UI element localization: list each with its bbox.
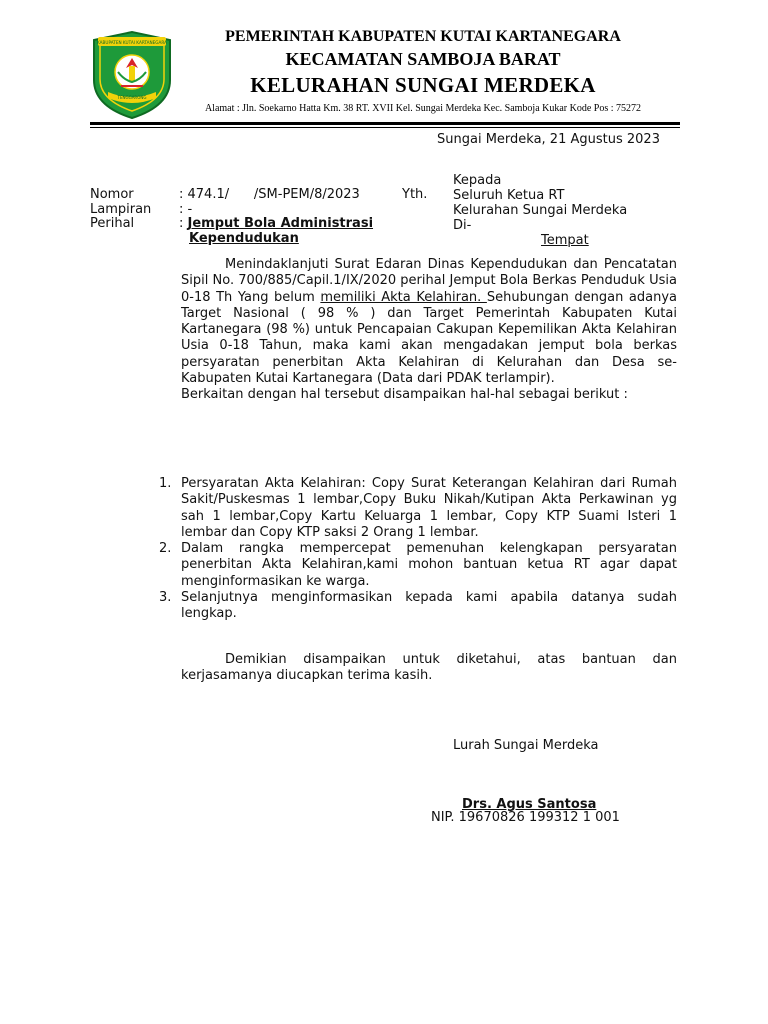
recipient-line-1: Seluruh Ketua RT xyxy=(453,188,565,203)
yth-label: Yth. xyxy=(402,187,428,202)
list-number: 1. xyxy=(159,476,172,491)
letter-date: Sungai Merdeka, 21 Agustus 2023 xyxy=(437,132,660,147)
para1-part-a: Menindaklanjuti Surat Edaran Dinas Kependudukan dan Pencatatan Sipil No. 700/885/Capil.1/IX/2020 perihal Jemput Bola Berkas Penduduk Usia 0-18 Th Yang belum xyxy=(181,257,677,305)
letterhead-district: KECAMATAN SAMBOJA BARAT xyxy=(285,49,561,69)
regency-emblem-icon xyxy=(88,28,176,120)
list-text: Persyaratan Akta Kelahiran: Copy Surat Keterangan Kelahiran dari Rumah Sakit/Puskesmas 1 lembar,Copy Buku Nikah/Kutipan Akta Perkawinan yg sah 1 lembar,Copy Kartu Keluarga 1 lembar, Copy KTP Suami Isteri 1 lembar dan Copy KTP saksi 2 Orang 1 lembar. xyxy=(181,476,677,540)
nomor-label: Nomor xyxy=(90,187,134,202)
requirements-list xyxy=(159,476,677,623)
list-text: Dalam rangka mempercepat pemenuhan kelengkapan persyaratan penerbitan Akta Kelahiran,kami mohon bantuan ketua RT agar dapat menginformasikan ke warga. xyxy=(181,541,677,589)
recipient-line-2: Kelurahan Sungai Merdeka xyxy=(453,203,628,218)
body-paragraph-2: Berkaitan dengan hal tersebut disampaikan hal-hal sebagai berikut : xyxy=(181,387,628,403)
logo-ribbon-bottom: TENGGARONG xyxy=(117,95,147,100)
recipient-block xyxy=(453,173,627,248)
letter-body xyxy=(181,257,677,404)
letterhead-village: KELURAHAN SUNGAI MERDEKA xyxy=(250,73,596,97)
list-item xyxy=(159,476,677,541)
letterhead-rule-thick xyxy=(90,122,680,125)
recipient-kepada: Kepada xyxy=(453,173,502,188)
recipient-line-4: Tempat xyxy=(541,233,589,248)
lampiran-value: : - xyxy=(179,201,193,217)
closing-paragraph: Demikian disampaikan untuk diketahui, atas bantuan dan kerjasamanya diucapkan terima kasih. xyxy=(181,652,677,684)
logo-ribbon-top: KABUPATEN KUTAI KARTANEGARA xyxy=(96,40,168,45)
perihal-label: Perihal xyxy=(90,216,135,231)
para1-part-b: Sehubungan dengan adanya Target Nasional ( 98 % ) dan Target Pemerintah Kabupaten Kutai Kartanegara (98 %) untuk Pencapaian Cakupan Kepemilikan Akta Kelahiran Usia 0-18 Tahun, maka kami akan mengadakan jemput bola berkas persyaratan penerbitan Akta Kelahiran di Kelurahan dan Desa se-Kabupaten Kutai Kartanegara (Data dari PDAK terlampir). xyxy=(181,289,677,387)
perihal-subject-2: Kependudukan xyxy=(189,230,299,246)
list-number: 3. xyxy=(159,590,172,606)
recipient-line-3: Di- xyxy=(453,218,472,233)
body-paragraph-1 xyxy=(181,257,677,387)
signature-nip: NIP. 19670826 199312 1 001 xyxy=(431,810,620,825)
letterhead xyxy=(168,27,678,116)
nomor-value: : 474.1/ /SM-PEM/8/2023 xyxy=(179,187,360,202)
signature-office: Lurah Sungai Merdeka xyxy=(453,738,599,753)
letterhead-government: PEMERINTAH KABUPATEN KUTAI KARTANEGARA xyxy=(225,28,621,45)
letterhead-address: Alamat : Jln. Soekarno Hatta Km. 38 RT. XVII Kel. Sungai Merdeka Kec. Samboja Kukar Kode Pos : 75272 xyxy=(204,103,642,114)
list-text: Selanjutnya menginformasikan kepada kami apabila datanya sudah lengkap. xyxy=(181,590,677,622)
perihal-colon: : xyxy=(179,216,188,231)
list-number: 2. xyxy=(159,541,172,557)
list-item xyxy=(159,590,677,623)
para1-underlined: memiliki Akta Kelahiran. xyxy=(320,289,487,305)
list-item xyxy=(159,541,677,590)
perihal-subject-1: Jemput Bola Administrasi xyxy=(187,216,374,231)
letterhead-rule-thin xyxy=(90,127,680,128)
lampiran-label: Lampiran xyxy=(90,201,152,217)
signature-name: Drs. Agus Santosa xyxy=(462,797,597,812)
